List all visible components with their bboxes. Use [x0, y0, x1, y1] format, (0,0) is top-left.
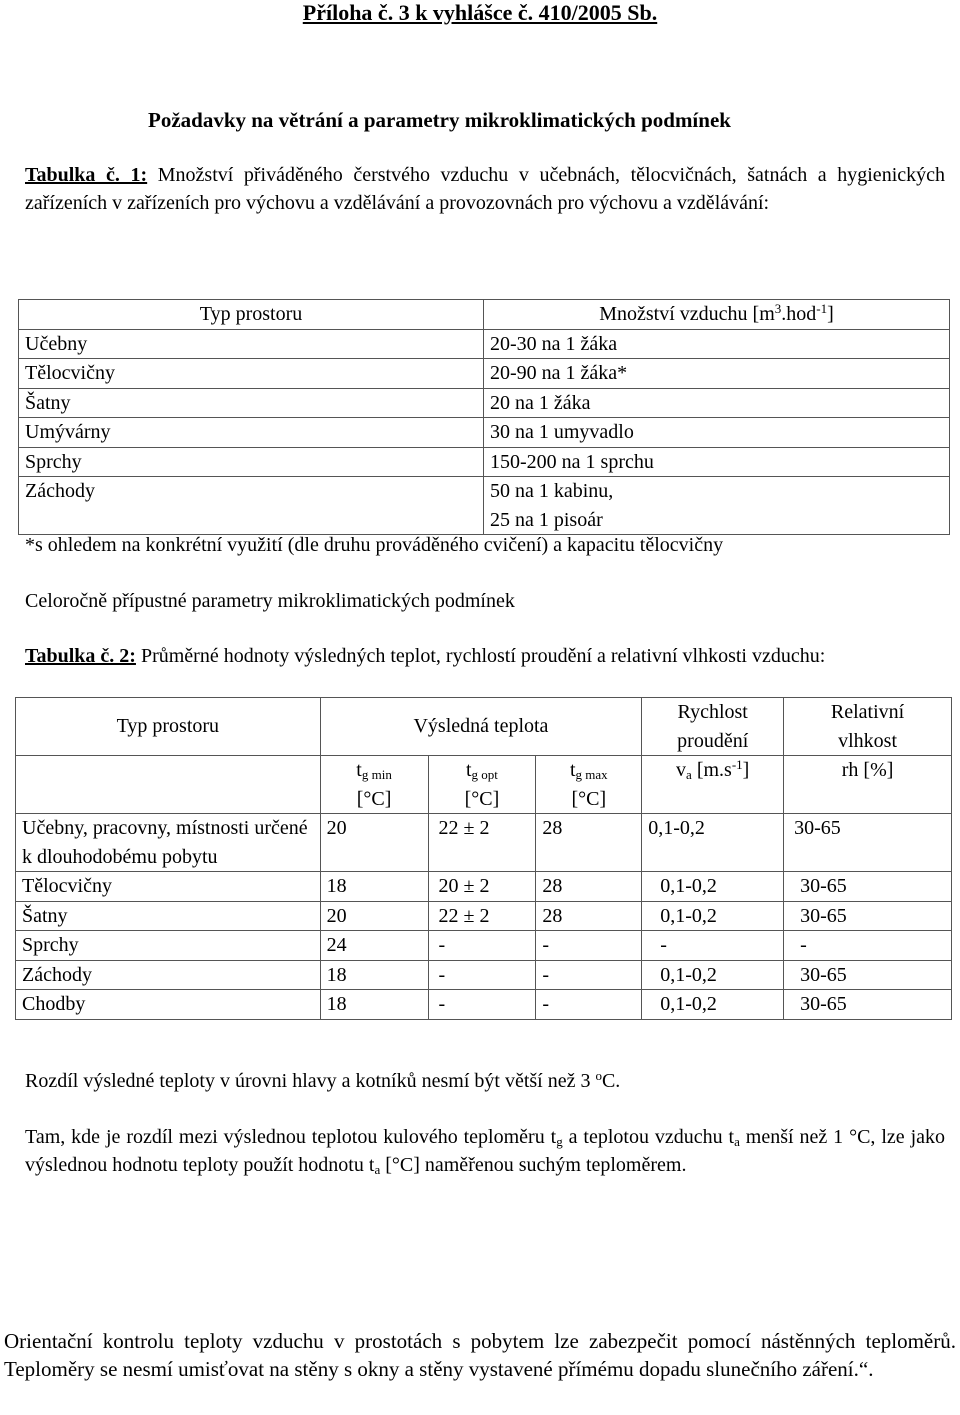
paragraph-temperature-difference: Rozdíl výsledné teploty v úrovni hlavy a kotníků nesmí být větší než 3 $^o$C. [25, 1068, 621, 1092]
table2-cell-topt: 22 ± 2 [428, 901, 536, 931]
table1-cell-type: Umývárny [19, 418, 484, 448]
table2-cell-type: Sprchy [16, 931, 321, 961]
table2-cell-speed: 0,1-0,2 [642, 814, 784, 872]
table2-cell-topt: 22 ± 2 [428, 814, 536, 872]
table2-header-row-1 [16, 698, 952, 756]
table1-cell-amount: 150-200 na 1 sprchu [484, 447, 950, 477]
table2-cell-type: Učebny, pracovny, místnosti určené k dlouhodobému pobytu [16, 814, 321, 872]
table2-cell-type: Chodby [16, 990, 321, 1020]
table2-cell-type: Tělocvičny [16, 872, 321, 902]
table-row [16, 960, 952, 990]
table2-cell-tmax: 28 [536, 901, 642, 931]
table2-cell-tmax: - [536, 960, 642, 990]
table2-header-rh: rh [%] [784, 756, 952, 814]
table2-cell-humidity: 30-65 [784, 814, 952, 872]
table1-cell-amount: 30 na 1 umyvadlo [484, 418, 950, 448]
table2-header-topt: $t_{g opt}$ [°C] [428, 756, 536, 814]
table2-header-tmin: $t_{g min}$ [°C] [320, 756, 428, 814]
table2-header-row-2 [16, 756, 952, 814]
table1-cell-amount: 20 na 1 žáka [484, 388, 950, 418]
table2-cell-humidity: 30-65 [784, 901, 952, 931]
table1-header-row [19, 300, 950, 330]
table1-cell-type: Učebny [19, 329, 484, 359]
table1-caption-label: Tabulka č. 1: [25, 164, 148, 186]
table-row [16, 814, 952, 872]
table1-cell-amount: 20-30 na 1 žáka [484, 329, 950, 359]
table2-cell-humidity: 30-65 [784, 872, 952, 902]
table2-cell-topt: - [428, 931, 536, 961]
table2-cell-tmin: 20 [320, 814, 428, 872]
table-row [19, 418, 950, 448]
table-row [19, 477, 950, 506]
table-row [19, 388, 950, 418]
table-row [16, 872, 952, 902]
table2-cell-speed: 0,1-0,2 [642, 960, 784, 990]
table1-cell-amount: 20-90 na 1 žáka* [484, 359, 950, 389]
table1-header-type: Typ prostoru [19, 300, 484, 330]
table-row [19, 359, 950, 389]
table2-cell-type: Šatny [16, 901, 321, 931]
paragraph-orientation-control: Orientační kontrolu teploty vzduchu v prostotách s pobytem lze zabezpečit pomocí nástěnných teploměrů. Teploměry se nesmí umisťovat na stěny s okny a stěny vystavené přímému dopadu slunečního záření.“. [4, 1329, 956, 1381]
table2-header-tmax: $t_{g max}$ [°C] [536, 756, 642, 814]
paragraph-thermometer: Tam, kde je rozdíl mezi výslednou teplotou kulového teploměru $t_g$ a teplotou vzduchu $t_a$ menší než 1 °C, lze jako výslednou hodnotu teploty použít hodnotu $t_a$ [°C] naměřenou suchým teploměrem. [25, 1126, 946, 1177]
table2-header-temp: Výsledná teplota [320, 698, 642, 756]
table1 [18, 299, 950, 535]
table1-header-amount: Množství vzduchu $[m^3.hod^{-1}]$ [484, 300, 950, 330]
table2-cell-topt: 20 ± 2 [428, 872, 536, 902]
table2-header-speed: Rychlost proudění [642, 698, 784, 756]
table2-cell-speed: 0,1-0,2 [642, 901, 784, 931]
table1-footnote: *s ohledem na konkrétní využití (dle druhu prováděného cvičení) a kapacitu tělocvičny [25, 534, 724, 556]
table2-cell-speed: 0,1-0,2 [642, 990, 784, 1020]
table1-cell-type: Šatny [19, 388, 484, 418]
table2-cell-tmax: - [536, 931, 642, 961]
table2-caption [25, 642, 945, 670]
table-row [16, 990, 952, 1020]
table2-cell-speed: 0,1-0,2 [642, 872, 784, 902]
main-title: Požadavky na větrání a parametry mikroklimatických podmínek [148, 108, 731, 132]
table-row [16, 901, 952, 931]
table2-cell-topt: - [428, 990, 536, 1020]
table2 [15, 697, 952, 1020]
table-row [19, 329, 950, 359]
table2-header-va: $v_a$ $[m.s^{-1}]$ [642, 756, 784, 814]
table1-caption-text: Množství přiváděného čerstvého vzduchu v učebnách, tělocvičnách, šatnách a hygienických zařízeních v zařízeních pro výchovu a vzdělávání a provozovnách pro výchovu a vzdělávání: [25, 164, 945, 214]
table2-cell-tmax: - [536, 990, 642, 1020]
table2-cell-tmin: 18 [320, 872, 428, 902]
table2-cell-tmax: 28 [536, 872, 642, 902]
table1-cell-amount: 25 na 1 pisoár [484, 506, 950, 535]
table2-cell-humidity: - [784, 931, 952, 961]
table2-cell-tmin: 20 [320, 901, 428, 931]
table2-cell-type: Záchody [16, 960, 321, 990]
table2-caption-label: Tabulka č. 2: [25, 645, 136, 667]
table-row [19, 447, 950, 477]
table1-cell-type: Tělocvičny [19, 359, 484, 389]
table2-cell-topt: - [428, 960, 536, 990]
table-row [16, 931, 952, 961]
table2-header-humidity: Relativní vlhkost [784, 698, 952, 756]
section-title: Celoročně přípustné parametry mikroklimatických podmínek [25, 590, 515, 612]
table1-cell-type: Sprchy [19, 447, 484, 477]
table2-caption-text: Průměrné hodnoty výsledných teplot, rychlostí proudění a relativní vlhkosti vzduchu: [135, 645, 826, 667]
table2-header-empty [16, 756, 321, 814]
table1-cell-amount: 50 na 1 kabinu, [484, 477, 950, 506]
document-header: Příloha č. 3 k vyhlášce č. 410/2005 Sb. [302, 0, 658, 25]
table2-cell-tmax: 28 [536, 814, 642, 872]
table2-cell-tmin: 18 [320, 960, 428, 990]
table1-caption [25, 161, 945, 217]
table2-cell-humidity: 30-65 [784, 960, 952, 990]
table2-cell-tmin: 18 [320, 990, 428, 1020]
table2-header-type: Typ prostoru [16, 698, 321, 756]
table1-cell-type: Záchody [19, 477, 484, 506]
table2-cell-speed: - [642, 931, 784, 961]
table2-cell-humidity: 30-65 [784, 990, 952, 1020]
table2-cell-tmin: 24 [320, 931, 428, 961]
